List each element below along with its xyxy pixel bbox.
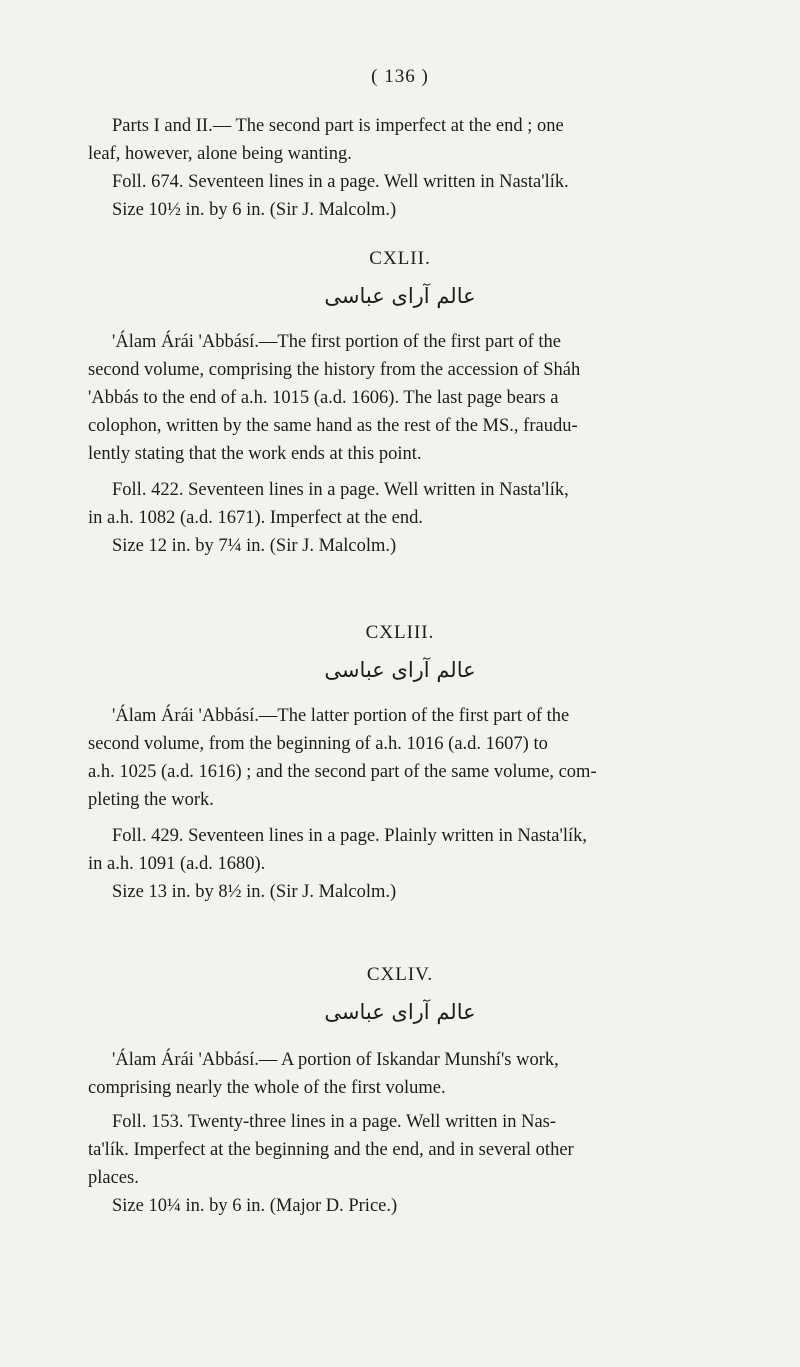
- foll-paragraph: [88, 476, 700, 560]
- entry-foll-cxliv: [88, 1108, 700, 1220]
- text-line: 'Álam Árái 'Abbásí.—The latter portion of the first part of the: [112, 706, 570, 726]
- description-paragraph: [88, 702, 700, 814]
- entry-description-cxlii: [88, 328, 700, 468]
- entry-foll-cxlii: [88, 476, 700, 560]
- text-line: leaf, however, alone being wanting.: [88, 144, 352, 164]
- text-line: Foll. 674. Seventeen lines in a page. Well written in Nasta'lík.: [112, 172, 569, 192]
- text-line: Foll. 429. Seventeen lines in a page. Plainly written in Nasta'lík,: [112, 826, 588, 846]
- entry-description-cxliv: [88, 1046, 700, 1102]
- entry-number-cxliv: CXLIV.: [366, 964, 434, 985]
- text-line: second volume, from the beginning of a.h. 1016 (a.d. 1607) to: [88, 734, 548, 754]
- arabic-title-cxliv: عالم آرای عباسی: [324, 1000, 476, 1024]
- arabic-title-cxliii: عالم آرای عباسی: [324, 658, 476, 682]
- foll-paragraph: [88, 822, 700, 906]
- intro-block: [88, 112, 700, 168]
- text-line: comprising nearly the whole of the first volume.: [88, 1078, 446, 1098]
- intro-foll-paragraph: [88, 168, 700, 224]
- foll-paragraph: [88, 1108, 700, 1220]
- text-line: 'Álam Árái 'Abbásí.— A portion of Iskandar Munshí's work,: [112, 1050, 559, 1070]
- entry-description-cxliii: [88, 702, 700, 814]
- entry-number-cxliii: CXLIII.: [365, 622, 435, 643]
- entry-number-cxlii: CXLII.: [369, 248, 431, 269]
- text-line: Size 13 in. by 8½ in. (Sir J. Malcolm.): [112, 882, 397, 902]
- description-paragraph: [88, 1046, 700, 1102]
- intro-paragraph: [88, 112, 700, 168]
- text-line: in a.h. 1091 (a.d. 1680).: [88, 854, 266, 874]
- text-line: Foll. 153. Twenty-three lines in a page. Well written in Nas-: [112, 1112, 557, 1132]
- text-line: colophon, written by the same hand as the rest of the MS., fraudu-: [88, 416, 578, 436]
- intro-foll-block: [88, 168, 700, 224]
- text-line: Parts I and II.— The second part is imperfect at the end ; one: [112, 116, 564, 136]
- text-line: pleting the work.: [88, 790, 214, 810]
- text-line: places.: [88, 1168, 139, 1188]
- text-line: 'Álam Árái 'Abbásí.—The first portion of the first part of the: [112, 332, 562, 352]
- text-line: 'Abbás to the end of a.h. 1015 (a.d. 1606). The last page bears a: [88, 388, 559, 408]
- text-line: second volume, comprising the history from the accession of Sháh: [88, 360, 581, 380]
- text-line: ta'lík. Imperfect at the beginning and the end, and in several other: [88, 1140, 574, 1160]
- arabic-title-cxlii: عالم آرای عباسی: [324, 284, 476, 308]
- text-line: Size 12 in. by 7¼ in. (Sir J. Malcolm.): [112, 536, 397, 556]
- text-line: Foll. 422. Seventeen lines in a page. Well written in Nasta'lík,: [112, 480, 569, 500]
- text-line: a.h. 1025 (a.d. 1616) ; and the second part of the same volume, com-: [88, 762, 597, 782]
- text-line: Size 10½ in. by 6 in. (Sir J. Malcolm.): [112, 200, 397, 220]
- page-number: ( 136 ): [371, 66, 429, 87]
- text-line: in a.h. 1082 (a.d. 1671). Imperfect at the end.: [88, 508, 423, 528]
- entry-foll-cxliii: [88, 822, 700, 906]
- text-line: Size 10¼ in. by 6 in. (Major D. Price.): [112, 1196, 398, 1216]
- text-line: lently stating that the work ends at this point.: [88, 444, 422, 464]
- description-paragraph: [88, 328, 700, 468]
